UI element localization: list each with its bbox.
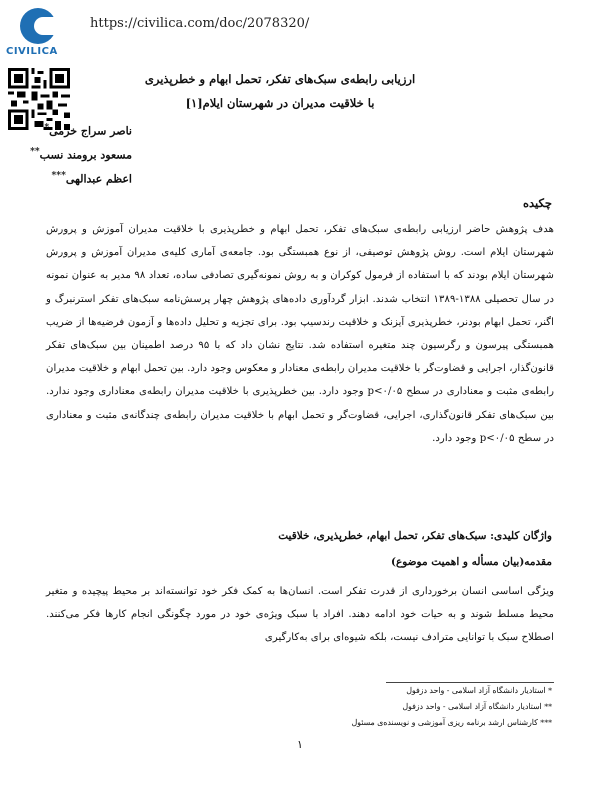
author-2 — [30, 146, 132, 162]
author-3 — [52, 170, 132, 186]
civilica-logo[interactable] — [6, 6, 58, 60]
abstract-heading: چکیده — [523, 196, 552, 210]
document-url[interactable]: https://civilica.com/doc/2078320/ — [90, 16, 310, 31]
author-name: مسعود برومند نسب — [39, 148, 132, 162]
author-mark: * — [44, 122, 50, 133]
footnote-divider — [386, 682, 554, 683]
footnote-2: ** استادیار دانشگاه آزاد اسلامی - واحد دزفول — [402, 702, 552, 711]
author-1 — [44, 122, 132, 138]
author-name: اعظم عبدالهی — [65, 172, 132, 186]
keywords: واژگان کلیدی: سبک‌های تفکر، تحمل ابهام، خطرپذیری، خلاقیت — [278, 530, 552, 542]
intro-text: ویژگی اساسی انسان برخورداری از قدرت تفکر است. انسان‌ها به کمک فکر خود توانسته‌اند بر محیط پیچیده و متغیر محیط مسلط شوند و به حیات خود ادامه دهند. افراد با سبک ویژه‌ی خود در مورد چگونگی انجام کارها فکر می‌کنند. اصطلاح سبک با توانایی مترادف نیست، بلکه شیوه‌ای برای به‌کارگیری — [46, 586, 554, 644]
footnote-1: * استادیار دانشگاه آزاد اسلامی - واحد دزفول — [406, 686, 552, 695]
intro-heading: مقدمه(بیان مسأله و اهمیت موضوع) — [390, 556, 552, 568]
page-number: ۱ — [297, 738, 303, 751]
author-mark: *** — [51, 170, 66, 181]
author-name: ناصر سراج خرمی — [49, 124, 132, 138]
logo-text: CIVILICA — [6, 46, 58, 57]
paper-title-line1: ارزیابی رابطه‌ی سبک‌های تفکر، تحمل ابهام و خطرپذیری — [144, 72, 416, 86]
civilica-logo-icon — [20, 8, 56, 44]
qr-code-icon — [8, 68, 70, 130]
abstract-text: هدف پژوهش حاضر ارزیابی رابطه‌ی سبک‌های تفکر، تحمل ابهام و خطرپذیری با خلاقیت مدیران آموزش و پرورش شهرستان ایلام است. روش پژوهش توصیفی، از نوع همبستگی بود. جامعه‌ی آماری کلیه‌ی مدیران آموزش و پرورش شهرستان ایلام بودند که با استفاده از فرمول کوکران و به روش نمونه‌گیری تصادفی ساده، تعداد ۹۸ مدیر به عنوان نمونه در سال تحصیلی ۱۳۸۸-۱۳۸۹ انتخاب شدند. ابزار گردآوری داده‌های پژوهش چهار پرسش‌نامه سبک‌های تفکر استرنبرگ و اگنر، تحمل ابهام بودنر، خطرپذیری آیزنک و خلاقیت رندسیپ بود. برای تجزیه و تحلیل داده‌ها و آزمون فرضیه‌ها از ضریب همبستگی پیرسون و رگرسیون چند متغیره استفاده شد. نتایج نشان داد که با ۹۵ درصد اطمینان بین سبک‌های تفکر قانون‌گذار، اجرایی و قضاوت‌گر با خلاقیت مدیران رابطه‌ی معنادار و معکوس وجود دارد. بین تحمل ابهام و خلاقیت مدیران رابطه‌ی مثبت و معناداری در سطح p<۰/۰۵ وجود دارد. بین خطرپذیری با خلاقیت مدیران رابطه‌ی معناداری وجود ندارد. بین سبک‌های تفکر قانون‌گذاری، اجرایی، قضاوت‌گر و تحمل ابهام با خلاقیت مدیران رابطه‌ی چندگانه‌ی مثبت و معناداری در سطح p<۰/۰۵ وجود دارد. — [46, 224, 554, 444]
paper-title-line2: با خلاقیت مدیران در شهرستان ایلام[۱] — [185, 96, 375, 110]
author-mark: ** — [30, 146, 40, 157]
footnote-3: *** کارشناس ارشد برنامه ریزی آموزشی و نویسنده‌ی مسئول — [351, 718, 552, 727]
